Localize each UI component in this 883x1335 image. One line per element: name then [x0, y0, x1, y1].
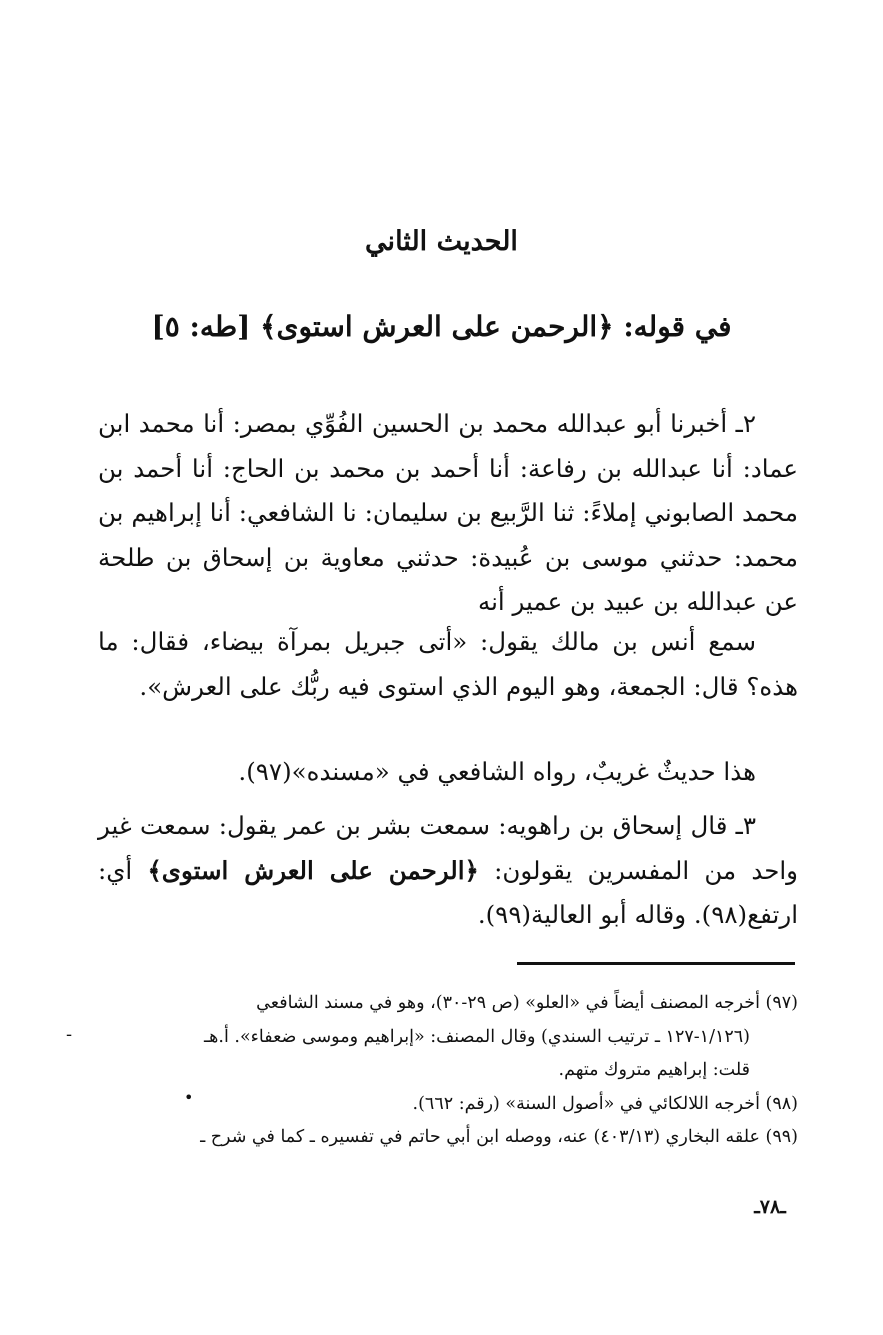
hadith-3	[98, 804, 798, 938]
footnote-97-line-3: قلت: إبراهيم متروك متهم.	[558, 1060, 750, 1080]
footnote-98: (٩٨) أخرجه اللالكائي في «أصول السنة» (رقم: ٦٦٢).	[412, 1093, 798, 1114]
quran-verse-quote: ﴿الرحمن على العرش استوى﴾	[147, 855, 479, 885]
footnote-99: (٩٩) علقه البخاري (٤٠٣/١٣) عنه، ووصله ابن أبي حاتم في تفسيره ـ كما في شرح ـ	[200, 1127, 798, 1147]
hadith-3-text-start: ٣ـ قال إسحاق بن راهويه: سمعت بشر بن عمر يقول: سمعت غير واحد من المفسرين يقولون:	[98, 811, 799, 885]
footnote-separator	[517, 962, 795, 965]
hadith-2-paragraph: ٢ـ أخبرنا أبو عبدالله محمد بن الحسين الفُوِّي بمصر: أنا محمد ابن عماد: أنا عبدالله بن رفاعة: أنا أحمد بن محمد بن الحاج: أنا أحمد بن محمد الصابوني إملاءً: ثنا الرَّبيع بن سليمان: نا الشافعي: أنا إبراهيم بن محمد: حدثني موسى بن عُبيدة: حدثني معاوية بن إسحاق بن طلحة عن عبدالله بن عبيد بن عمير أنه	[98, 409, 798, 616]
footnotes	[98, 987, 798, 1155]
hadith-2-isnad	[98, 402, 798, 625]
section-title: الحديث الثاني	[365, 226, 518, 257]
hadith-2-grading	[98, 750, 798, 795]
margin-dash-mark: -	[66, 1024, 73, 1045]
stray-dot-mark: •	[184, 1088, 194, 1107]
hadith-2-matn-paragraph: سمع أنس بن مالك يقول: «أتى جبريل بمرآة بيضاء، فقال: ما هذه؟ قال: الجمعة، وهو اليوم الذي استوى فيه ربُّك على العرش».	[98, 627, 798, 701]
page-number: ـ٧٨ـ	[754, 1196, 786, 1218]
footnote-97-line-1: (٩٧) أخرجه المصنف أيضاً في «العلو» (ص ٢٩-٣٠)، وهو في مسند الشافعي	[256, 993, 798, 1013]
hadith-3-text-end: أي: ارتفع(٩٨). وقاله أبو العالية(٩٩).	[98, 855, 798, 929]
hadith-3-paragraph	[98, 804, 798, 938]
hadith-2-matn	[98, 620, 798, 709]
footnote-97-line-2: (١/١٢٦-١٢٧ ـ ترتيب السندي) وقال المصنف: «إبراهيم وموسى ضعفاء». أ.هـ	[204, 1026, 750, 1047]
hadith-2-grading-paragraph: هذا حديثٌ غريبٌ، رواه الشافعي في «مسنده»(٩٧).	[238, 757, 756, 786]
section-subtitle: في قوله: ﴿الرحمن على العرش استوى﴾ [طه: ٥]	[151, 310, 732, 343]
